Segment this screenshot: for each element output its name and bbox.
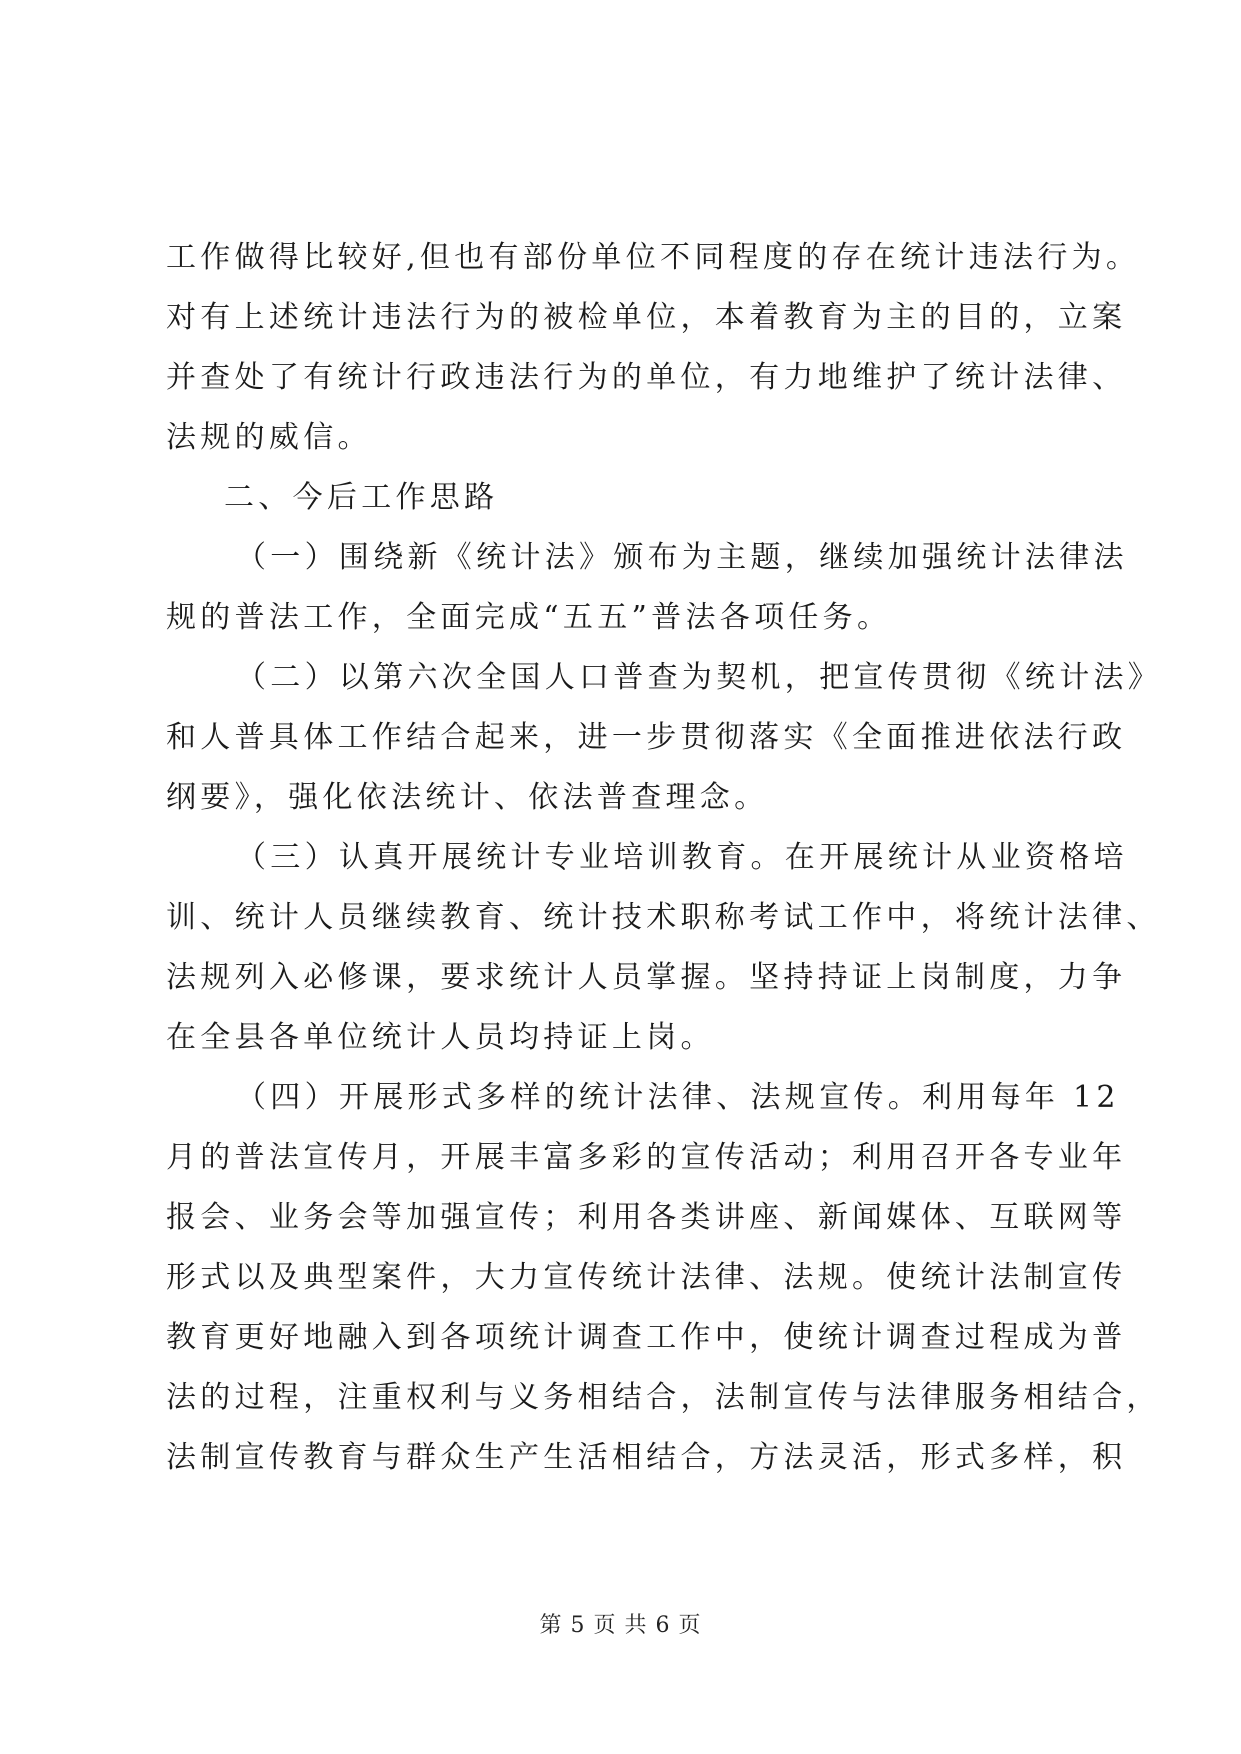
text-line-12: 训、统计人员继续教育、统计技术职称考试工作中，将统计法律、 xyxy=(166,900,1161,935)
text-line-2: 对有上述统计违法行为的被检单位，本着教育为主的目的，立案 xyxy=(166,300,1127,335)
document-body xyxy=(166,228,1163,1488)
text-line-10: 纲要》，强化依法统计、依法普查理念。 xyxy=(166,780,769,815)
page-indicator: 第 5 页 共 6 页 xyxy=(539,1613,702,1638)
text-line-3: 并查处了有统计行政违法行为的单位，有力地维护了统计法律、 xyxy=(166,360,1127,395)
text-line-16: 月的普法宣传月，开展丰富多彩的宣传活动；利用召开各专业年 xyxy=(166,1140,1127,1175)
text-line-20: 法的过程，注重权利与义务相结合，法制宣传与法律服务相结合， xyxy=(166,1380,1161,1415)
text-line-14: 在全县各单位统计人员均持证上岗。 xyxy=(166,1020,715,1055)
text-line-9: 和人普具体工作结合起来，进一步贯彻落实《全面推进依法行政 xyxy=(166,720,1127,755)
text-line-4: 法规的威信。 xyxy=(166,420,372,455)
text-line-1: 工作做得比较好,但也有部份单位不同程度的存在统计违法行为。 xyxy=(166,240,1141,275)
text-line-19: 教育更好地融入到各项统计调查工作中，使统计调查过程成为普 xyxy=(166,1320,1127,1355)
text-line-21: 法制宣传教育与群众生产生活相结合，方法灵活，形式多样，积 xyxy=(166,1440,1127,1475)
section-heading: 二、今后工作思路 xyxy=(224,480,499,515)
text-line-13: 法规列入必修课，要求统计人员掌握。坚持持证上岗制度，力争 xyxy=(166,960,1127,995)
text-line-6: （一）围绕新《统计法》颁布为主题，继续加强统计法律法 xyxy=(236,540,1128,575)
text-line-11: （三）认真开展统计专业培训教育。在开展统计从业资格培 xyxy=(236,840,1128,875)
text-line-8: （二）以第六次全国人口普查为契机，把宣传贯彻《统计法》 xyxy=(236,660,1163,695)
page-footer xyxy=(0,1611,1241,1641)
text-line-7: 规的普法工作，全面完成“五五”普法各项任务。 xyxy=(166,600,892,635)
text-line-18: 形式以及典型案件，大力宣传统计法律、法规。使统计法制宣传 xyxy=(166,1260,1127,1295)
text-line-15: （四）开展形式多样的统计法律、法规宣传。利用每年 12 xyxy=(236,1080,1120,1115)
text-line-17: 报会、业务会等加强宣传；利用各类讲座、新闻媒体、互联网等 xyxy=(166,1200,1127,1235)
